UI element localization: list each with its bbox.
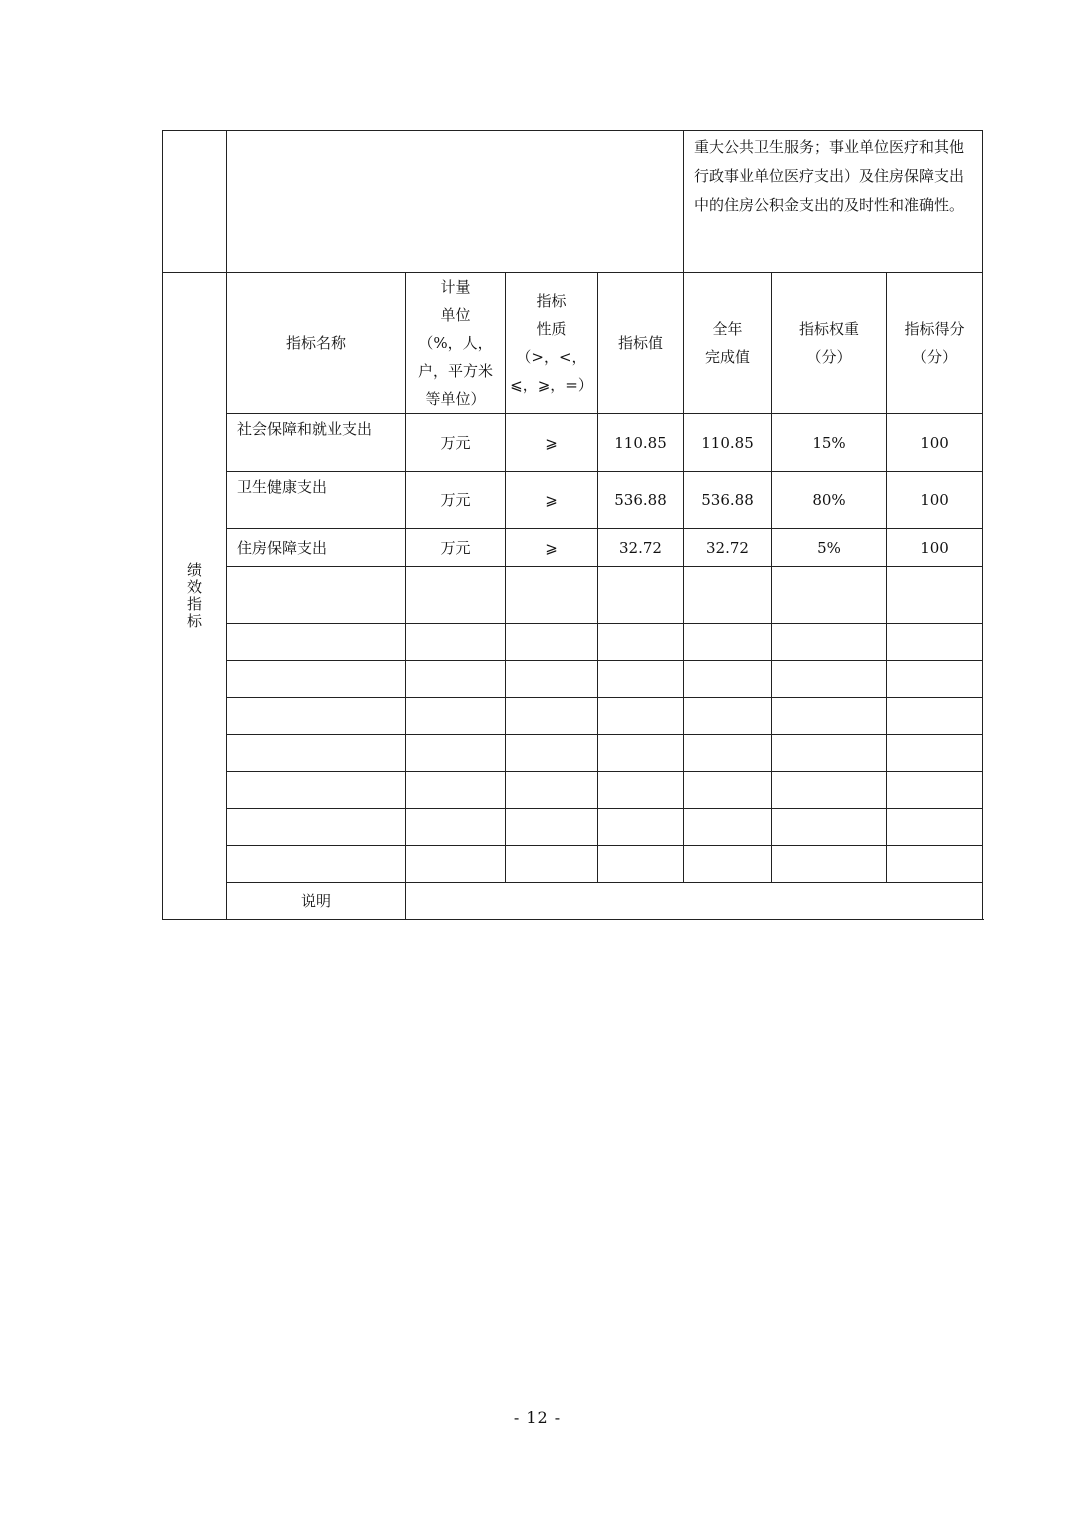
row-weight: 80% — [772, 472, 887, 529]
row-name: 卫生健康支出 — [227, 472, 406, 529]
row-value: 110.85 — [598, 414, 684, 472]
notes-value — [406, 883, 983, 920]
empty-row — [163, 698, 983, 735]
row-weight: 5% — [772, 529, 887, 567]
header-indicator-name: 指标名称 — [227, 273, 406, 414]
continuation-text: 重大公共卫生服务；事业单位医疗和其他行政事业单位医疗支出）及住房保障支出中的住房公积金支出的及时性和准确性。 — [684, 131, 983, 273]
table-row — [163, 472, 983, 529]
row-score: 100 — [887, 472, 983, 529]
continuation-blank-cell — [227, 131, 684, 273]
empty-row — [163, 809, 983, 846]
table-row — [163, 414, 983, 472]
row-nature: ⩾ — [506, 472, 598, 529]
row-nature: ⩾ — [506, 414, 598, 472]
empty-row — [163, 661, 983, 698]
table-row — [163, 529, 983, 567]
empty-row — [163, 624, 983, 661]
row-score: 100 — [887, 414, 983, 472]
row-completion: 536.88 — [684, 472, 772, 529]
row-completion: 32.72 — [684, 529, 772, 567]
row-weight: 15% — [772, 414, 887, 472]
header-nature: 指标 性质 （>，<， ⩽，⩾，=） — [506, 273, 598, 414]
header-score: 指标得分 （分） — [887, 273, 983, 414]
row-name: 住房保障支出 — [227, 529, 406, 567]
row-nature: ⩾ — [506, 529, 598, 567]
row-unit: 万元 — [406, 414, 506, 472]
empty-row — [163, 567, 983, 624]
header-weight: 指标权重 （分） — [772, 273, 887, 414]
notes-label: 说明 — [227, 883, 406, 920]
header-annual-completion: 全年 完成值 — [684, 273, 772, 414]
row-score: 100 — [887, 529, 983, 567]
header-unit: 计量 单位 （%，人， 户，平方米 等单位） — [406, 273, 506, 414]
page-number: - 12 - — [513, 1408, 562, 1427]
section-label-performance: 绩 效 指 标 — [163, 273, 227, 920]
row-completion: 110.85 — [684, 414, 772, 472]
empty-row — [163, 846, 983, 883]
row-unit: 万元 — [406, 529, 506, 567]
empty-row — [163, 772, 983, 809]
row-value: 536.88 — [598, 472, 684, 529]
row-value: 32.72 — [598, 529, 684, 567]
row-name: 社会保障和就业支出 — [227, 414, 406, 472]
row-unit: 万元 — [406, 472, 506, 529]
header-indicator-value: 指标值 — [598, 273, 684, 414]
continuation-label-cell — [163, 131, 227, 273]
performance-table — [162, 130, 983, 920]
empty-row — [163, 735, 983, 772]
